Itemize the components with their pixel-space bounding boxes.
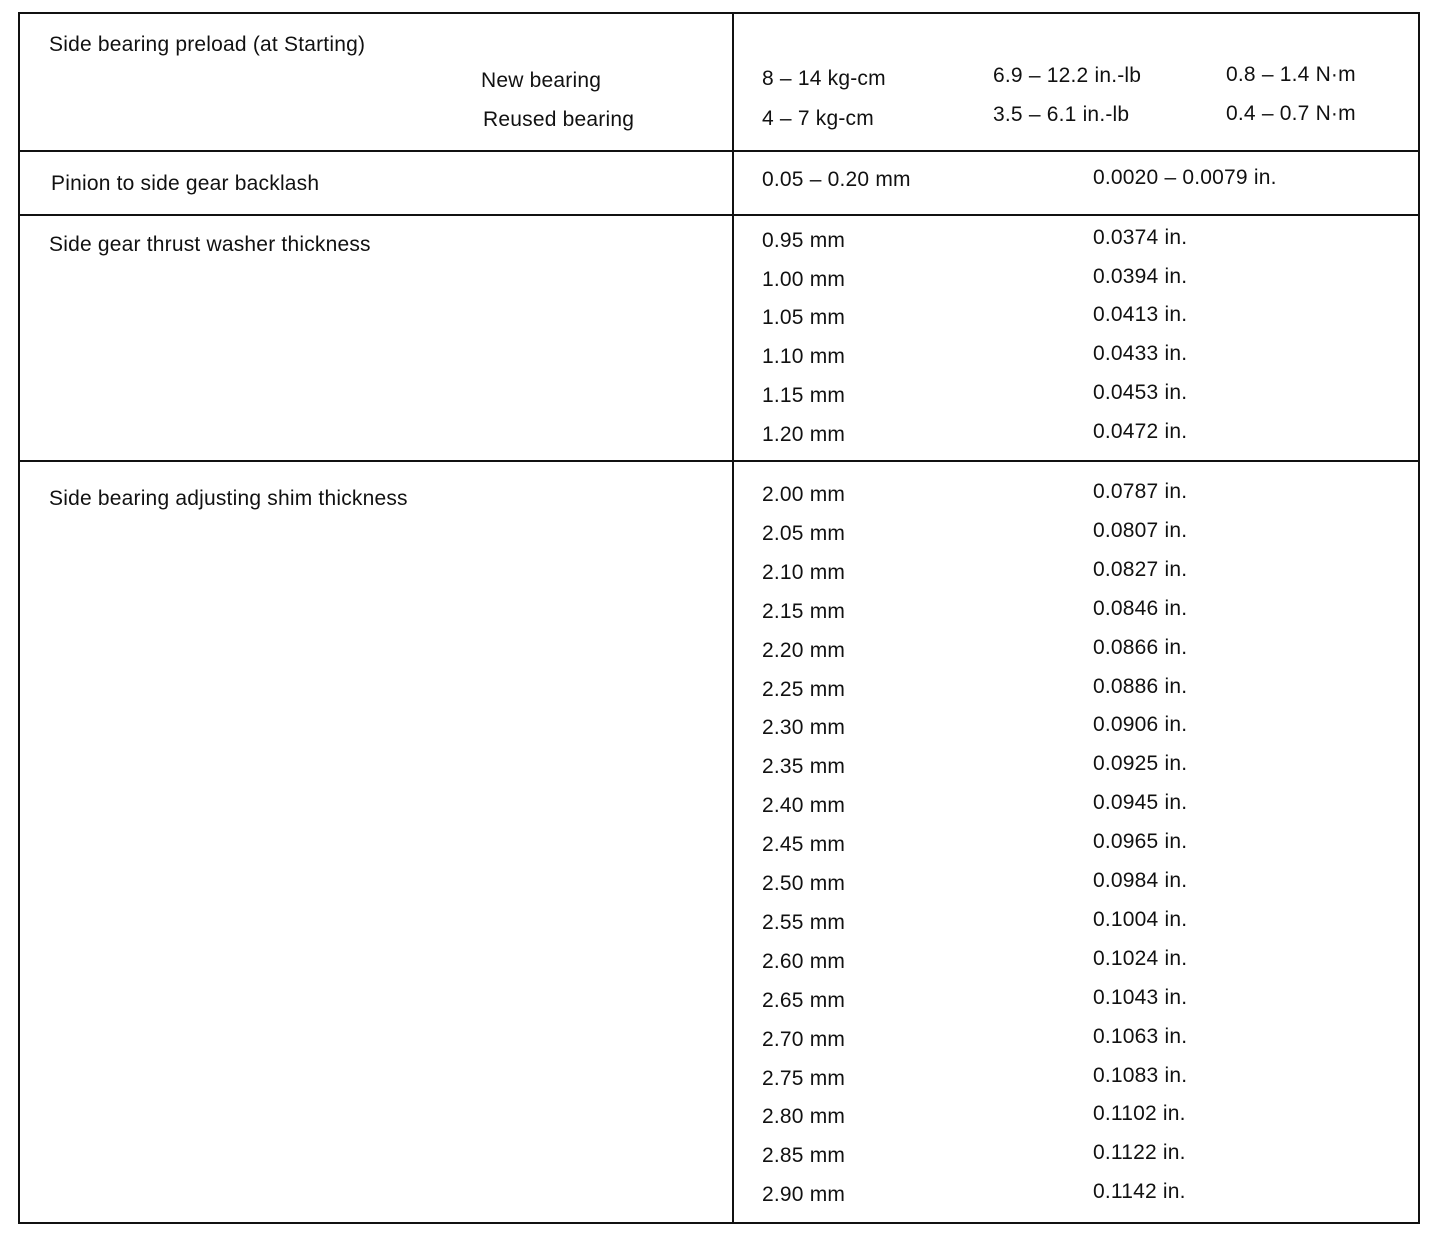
shim-mm-value: 2.35 mm xyxy=(762,755,846,778)
shim-mm-value: 2.90 mm xyxy=(762,1183,846,1206)
shim-in-value: 0.0965 in. xyxy=(1093,830,1188,853)
shim-mm-value: 2.45 mm xyxy=(762,833,846,856)
preload-new-bearing-kgcm: 8 – 14 kg-cm xyxy=(762,67,886,90)
shim-in-value: 0.0886 in. xyxy=(1093,675,1188,698)
shim-mm-value: 2.80 mm xyxy=(762,1105,846,1128)
shim-mm-value: 2.50 mm xyxy=(762,872,846,895)
thrust-washer-mm-value: 1.10 mm xyxy=(762,345,846,368)
preload-reused-bearing-kgcm: 4 – 7 kg-cm xyxy=(762,107,874,130)
shim-in-value: 0.1102 in. xyxy=(1093,1102,1186,1125)
thrust-washer-in-value: 0.0413 in. xyxy=(1093,303,1188,326)
shim-mm-value: 2.10 mm xyxy=(762,561,846,584)
shim-mm-value: 2.60 mm xyxy=(762,950,846,973)
shim-mm-value: 2.40 mm xyxy=(762,794,846,817)
shim-mm-value: 2.75 mm xyxy=(762,1067,846,1090)
shim-in-value: 0.0866 in. xyxy=(1093,636,1188,659)
row-divider-thrust-washer xyxy=(20,460,1418,462)
thrust-washer-mm-value: 1.20 mm xyxy=(762,423,846,446)
shim-in-value: 0.1004 in. xyxy=(1093,908,1188,931)
shim-in-value: 0.1063 in. xyxy=(1093,1025,1188,1048)
thrust-washer-mm-value: 1.15 mm xyxy=(762,384,846,407)
thrust-washer-mm-value: 1.00 mm xyxy=(762,268,846,291)
shim-in-value: 0.0906 in. xyxy=(1093,713,1188,736)
shim-label: Side bearing adjusting shim thickness xyxy=(49,487,408,510)
shim-mm-value: 2.00 mm xyxy=(762,483,846,506)
column-divider xyxy=(732,14,734,1222)
shim-in-value: 0.0827 in. xyxy=(1093,558,1188,581)
thrust-washer-in-value: 0.0433 in. xyxy=(1093,342,1188,365)
shim-mm-value: 2.15 mm xyxy=(762,600,846,623)
row-divider-preload xyxy=(20,150,1418,152)
shim-in-value: 0.1024 in. xyxy=(1093,947,1188,970)
shim-in-value: 0.0984 in. xyxy=(1093,869,1188,892)
thrust-washer-mm-value: 1.05 mm xyxy=(762,306,846,329)
shim-mm-value: 2.65 mm xyxy=(762,989,846,1012)
shim-in-value: 0.1122 in. xyxy=(1093,1141,1186,1164)
backlash-label: Pinion to side gear backlash xyxy=(51,172,320,195)
preload-reused-bearing-label: Reused bearing xyxy=(483,108,635,131)
shim-in-value: 0.0925 in. xyxy=(1093,752,1188,775)
preload-label: Side bearing preload (at Starting) xyxy=(49,33,366,56)
backlash-in: 0.0020 – 0.0079 in. xyxy=(1093,166,1277,189)
shim-in-value: 0.0787 in. xyxy=(1093,480,1188,503)
thrust-washer-mm-value: 0.95 mm xyxy=(762,229,846,252)
shim-mm-value: 2.20 mm xyxy=(762,639,846,662)
thrust-washer-in-value: 0.0394 in. xyxy=(1093,265,1188,288)
shim-mm-value: 2.05 mm xyxy=(762,522,846,545)
thrust-washer-in-value: 0.0374 in. xyxy=(1093,226,1188,249)
shim-mm-value: 2.30 mm xyxy=(762,716,846,739)
row-divider-backlash xyxy=(20,214,1418,216)
preload-new-bearing-label: New bearing xyxy=(481,69,602,92)
preload-reused-bearing-nm: 0.4 – 0.7 N·m xyxy=(1226,102,1356,125)
thrust-washer-in-value: 0.0472 in. xyxy=(1093,420,1188,443)
preload-new-bearing-inlb: 6.9 – 12.2 in.-lb xyxy=(993,64,1142,87)
shim-mm-value: 2.25 mm xyxy=(762,678,846,701)
preload-reused-bearing-inlb: 3.5 – 6.1 in.-lb xyxy=(993,103,1130,126)
shim-in-value: 0.1083 in. xyxy=(1093,1064,1188,1087)
shim-in-value: 0.0846 in. xyxy=(1093,597,1188,620)
thrust-washer-label: Side gear thrust washer thickness xyxy=(49,233,371,256)
shim-in-value: 0.0807 in. xyxy=(1093,519,1188,542)
shim-mm-value: 2.85 mm xyxy=(762,1144,846,1167)
shim-in-value: 0.0945 in. xyxy=(1093,791,1188,814)
backlash-mm: 0.05 – 0.20 mm xyxy=(762,168,911,191)
shim-in-value: 0.1043 in. xyxy=(1093,986,1188,1009)
shim-mm-value: 2.70 mm xyxy=(762,1028,846,1051)
preload-new-bearing-nm: 0.8 – 1.4 N·m xyxy=(1226,63,1356,86)
shim-in-value: 0.1142 in. xyxy=(1093,1180,1186,1203)
thrust-washer-in-value: 0.0453 in. xyxy=(1093,381,1188,404)
shim-mm-value: 2.55 mm xyxy=(762,911,846,934)
